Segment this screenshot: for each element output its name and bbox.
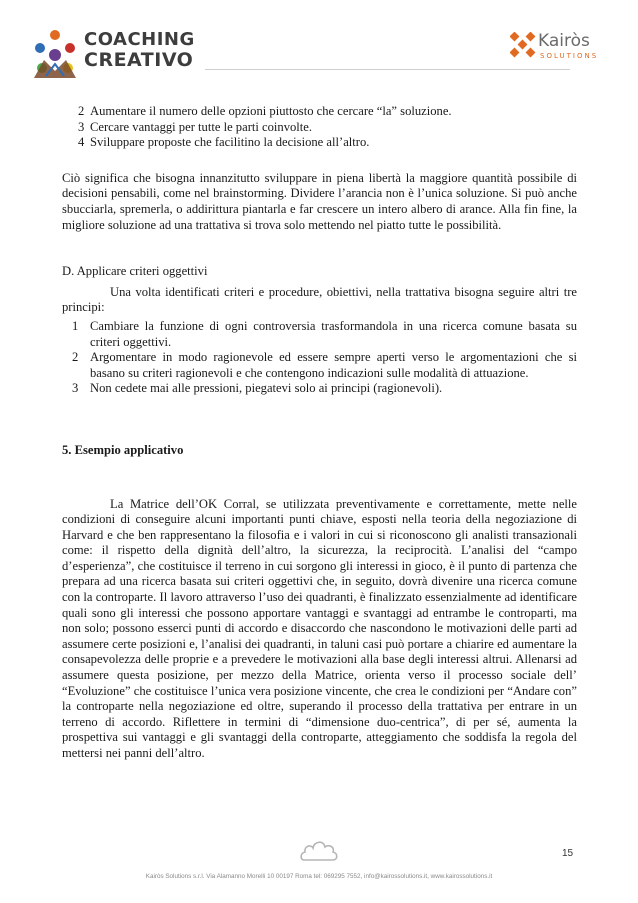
list-item: 3 Cercare vantaggi per tutte le parti coinvolte. [78, 119, 313, 134]
paragraph-brainstorming: Ciò significa che bisogna innanzitutto sviluppare in piena libertà la maggiore quantità possibile di decisioni pensabili, come nel brainstorming. Dividere l’arancia non è l’unica soluzione. Si può anche sbucciarla, spremerla, o addirittura piantarla e far crescere un intero albero di arance. Alla fin fine, la migliore soluzione ad una trattativa si trova solo mettendo nel piatto tutte le possibilità. [62, 170, 577, 232]
section-heading-5: 5. Esempio applicativo [62, 442, 184, 457]
logo-line-2: CREATIVO [84, 49, 194, 71]
list-item: 3 Non cedete mai alle pressioni, piegatevi solo ai principi (ragionevoli). [72, 381, 443, 396]
page-header [0, 0, 638, 90]
kairos-logo-name: Kairòs [538, 31, 590, 51]
cloud-ornament-icon [298, 836, 340, 864]
kairos-logo-icon [510, 32, 536, 58]
paragraph-criteria: Una volta identificati criteri e procedure, obiettivi, nella trattativa bisogna seguire altri tre principi: [62, 284, 577, 315]
footer-contact: Kairòs Solutions s.r.l. Via Alamanno Morelli 10 00197 Roma tel: 069295 7552, info@kairossolutions.it, www.kairossolutions.it [145, 873, 493, 880]
options-list [62, 104, 577, 151]
paragraph-example: La Matrice dell’OK Corral, se utilizzata preventivamente e correttamente, mette nelle condizioni di conseguire alcuni importanti punti chiave, esposti nella teoria della negoziazione di Harvard e che ben rappresentano la filosofia e i valori in cui si riconoscono gli analisti transazionali come: il rispetto della dignità dell’altro, la sicurezza, la reciprocità. L’analisi del “campo d’esperienza”, che costituisce il terreno in cui sorgono gli interessi in gioco, è il punto di partenza che prepara ad una ricerca basata sui criteri oggettivi che, in seguito, dovrà divenire una ricerca comune con la controparte. Il lavoro attraverso l’uso dei quadranti, è finalizzato essenzialmente ad identificare quali sono gli interessi che possono apportare vantaggi e svantaggi ad entrambe le controparti, ma non solo; possono esserci punti di accordo e disaccordo che nascondono le motivazioni delle parti ad assumere certe posizioni e, l’analisi dei quadranti, in taluni casi può portare a chiarire ed aumentare la consapevolezza delle proprie e a prevedere le motivazioni alla base degli interessi altrui. Allenarsi ad assumere questa posizione, per mezzo della Matrice, orienta verso il processo sociale dell’ “Evoluzione” che costituisce l’unica vera posizione vincente, che crea le condizioni per “Andare con” la controparte nella negoziazione ed oltre, superando il processo della trattativa per entrare in un terreno di accordo. Riflettere in termini di “dimensione duo-centrica”, di per sé, aumenta la prospettiva sui vantaggi e gli svantaggi della controparte, atteggiamento che soddisfa la regola del mettersi nei panni dell’altro. [62, 496, 577, 760]
list-item: 2 Aumentare il numero delle opzioni piuttosto che cercare “la” soluzione. [78, 104, 452, 118]
list-item: 1 Cambiare la funzione di ogni controversia trasformandola in una ricerca comune basata su criteri oggettivi. [72, 318, 577, 349]
principles-list [62, 319, 577, 397]
section-heading-d: D. Applicare criteri oggettivi [62, 264, 208, 279]
list-item: 4 Sviluppare proposte che facilitino la decisione all’altro. [78, 135, 370, 150]
logo-line-1: COACHING [84, 29, 195, 50]
page-number: 15 [562, 848, 574, 859]
document-body [62, 104, 577, 762]
header-divider [205, 69, 570, 70]
left-logo-text [84, 30, 195, 70]
kairos-logo-subtitle: SOLUTIONS [540, 52, 599, 60]
list-item: 2 Argomentare in modo ragionevole ed essere sempre aperti verso le argomentazioni che si basano su criteri ragionevoli e che contengono indicazioni sulle modalità di attuazione. [72, 350, 577, 380]
